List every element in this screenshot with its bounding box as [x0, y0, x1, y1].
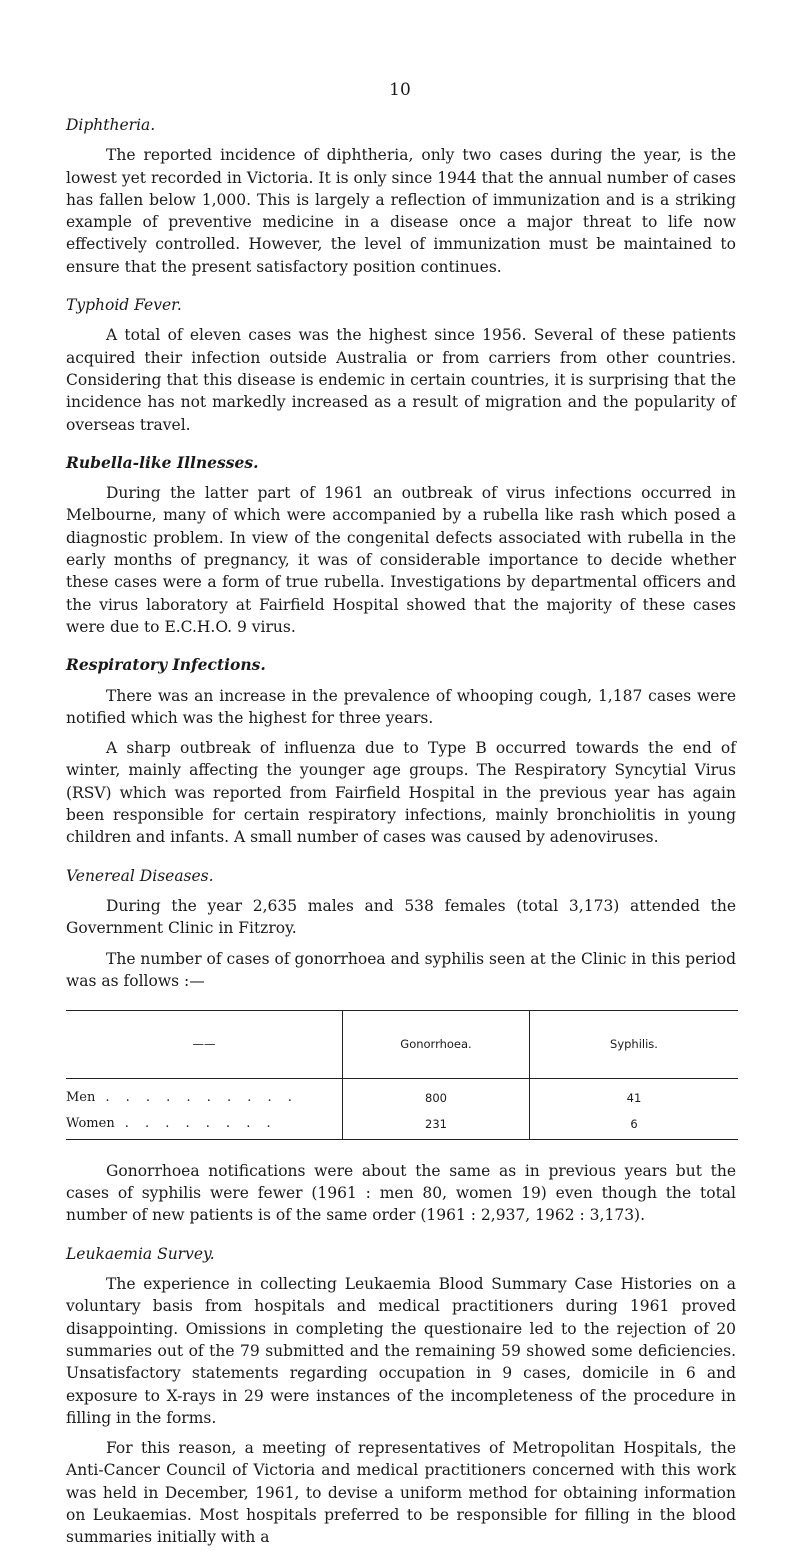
syphilis-cell: 6: [530, 1109, 739, 1139]
paragraph: A sharp outbreak of influenza due to Type B occurred towards the end of winter, mainly affecting the younger age groups. The Respiratory Syncytial Virus (RSV) which was reported from Fairfield Hospital in the previous year has again been responsible for certain respiratory infections, mainly bronchiolitis in young children and infants. A small number of cases was caused by adenoviruses.: [66, 739, 736, 847]
table-header-row: [66, 1011, 738, 1079]
syphilis-cell: 41: [626, 1091, 642, 1106]
page-number: 10: [389, 80, 411, 100]
table-row: [66, 1109, 738, 1139]
column-header-gonorrhoea: Gonorrhoea.: [343, 1011, 530, 1079]
paragraph: The reported incidence of diphtheria, only two cases during the year, is the lowest yet recorded in Victoria. It is only since 1944 that the annual number of cases has fallen below 1,000. This is largely a reflection of immunization and is a striking example of preventive medicine in a disease once a major threat to life now effectively controlled. However, the level of immunization must be maintained to ensure that the present satisfactory position continues.: [66, 146, 736, 276]
paragraph: Gonorrhoea notifications were about the same as in previous years but the cases of syphilis were fewer (1961 : men 80, women 19) even though the total number of new patients is of the same order (1961 : 2,937, 1962 : 3,173).: [66, 1161, 736, 1225]
leader-dots: . . . . . . . . . .: [105, 1090, 298, 1106]
section-leukaemia-survey: [66, 1243, 736, 1549]
section-respiratory-infections: [66, 654, 736, 848]
column-header-syphilis: Syphilis.: [530, 1011, 739, 1079]
section-typhoid-fever: [66, 294, 736, 436]
paragraph: There was an increase in the prevalence of whooping cough, 1,187 cases were notified which was the highest for three years.: [66, 686, 736, 727]
table-row: [66, 1079, 738, 1110]
section-rubella-like-illnesses: [66, 452, 736, 638]
row-label-text: Women: [66, 1115, 115, 1131]
page-body: [66, 114, 736, 1565]
section-heading: Leukaemia Survey.: [66, 1244, 215, 1263]
gonorrhoea-cell: 800: [343, 1079, 530, 1110]
paragraph: The experience in collecting Leukaemia Blood Summary Case Histories on a voluntary basis from hospitals and medical practitioners during 1961 proved disappointing. Omissions in completing the questionaire led to the rejection of 20 summaries out of the 79 submitted and the remaining 59 showed some deficiencies. Unsatisfactory statements regarding occupation in 9 cases, domicile in 6 and exposure to X-rays in 29 were instances of the incompleteness of the procedure in filling in the forms.: [66, 1275, 736, 1427]
section-heading: Venereal Diseases.: [66, 866, 214, 885]
section-heading: Respiratory Infections.: [66, 655, 266, 675]
section-heading: Diphtheria.: [66, 116, 156, 134]
section-heading: Rubella-like Illnesses.: [66, 452, 259, 472]
paragraph: A total of eleven cases was the highest since 1956. Several of these patients acquired their infection outside Australia or from carriers from other countries. Considering that this disease is endemic in certain countries, it is surprising that the incidence has not markedly increased as a result of migration and the popularity of overseas travel.: [66, 326, 736, 434]
venereal-disease-table: [66, 1010, 738, 1140]
paragraph: For this reason, a meeting of representatives of Metropolitan Hospitals, the Anti-Cancer Council of Victoria and medical practitioners concerned with this work was held in December, 1961, to devise a uniform method for obtaining information on Leukaemias. Most hospitals preferred to be responsible for filling in the blood summaries initially with a: [66, 1439, 736, 1547]
paragraph: During the latter part of 1961 an outbreak of virus infections occurred in Melbourne, many of which were accompanied by a rubella like rash which posed a diagnostic problem. In view of the congenital defects associated with rubella in the early months of pregnancy, it was of considerable importance to decide whether these cases were a form of true rubella. Investigations by departmental officers and the virus laboratory at Fairfield Hospital showed that the majority of these cases were due to E.C.H.O. 9 virus.: [66, 484, 736, 636]
paragraph: During the year 2,635 males and 538 females (total 3,173) attended the Government Clinic in Fitzroy.: [66, 896, 736, 938]
row-label-text: Men: [66, 1090, 96, 1106]
section-heading: Typhoid Fever.: [66, 296, 182, 315]
paragraph: The number of cases of gonorrhoea and syphilis seen at the Clinic in this period was as follows :—: [66, 949, 736, 990]
row-label: [66, 1109, 343, 1139]
section-diphtheria: [66, 114, 736, 278]
gonorrhoea-cell: 231: [343, 1109, 530, 1139]
column-header-blank: ——: [66, 1011, 343, 1079]
section-venereal-diseases: [66, 865, 736, 1227]
row-label: [66, 1079, 343, 1110]
leader-dots: . . . . . . . .: [124, 1115, 277, 1131]
